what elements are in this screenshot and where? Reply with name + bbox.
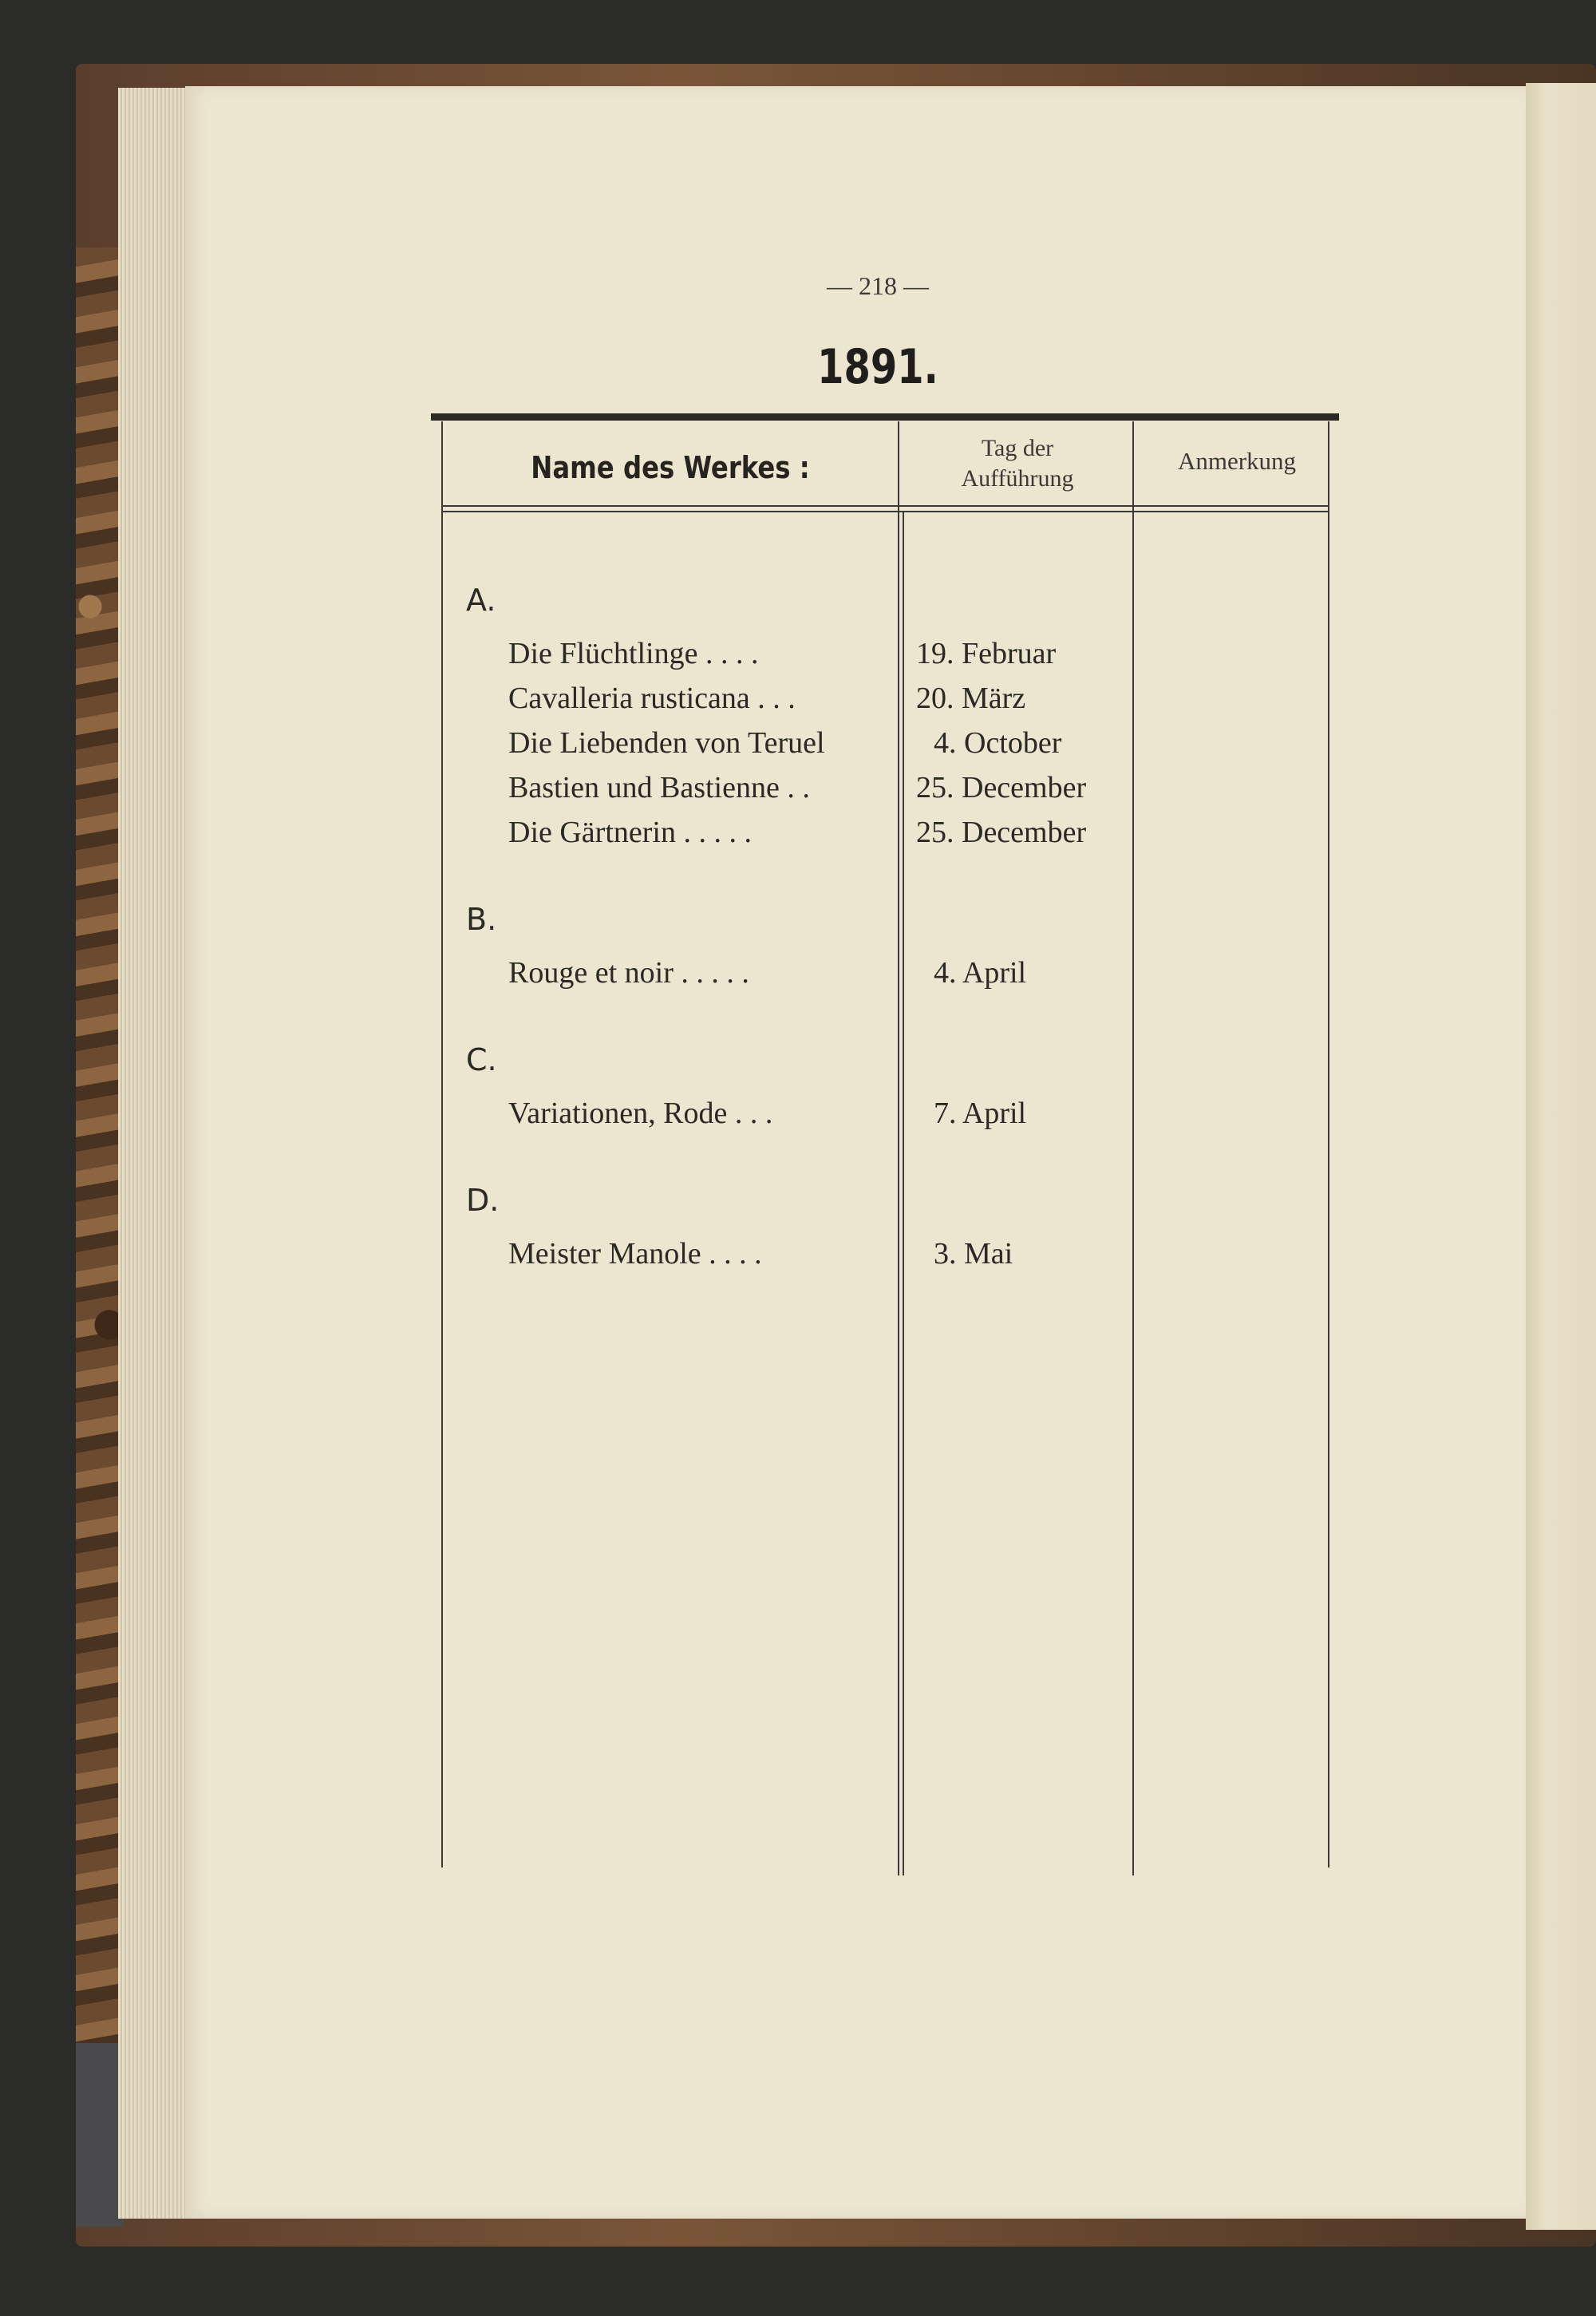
header-tag-der-auffuehrung <box>902 433 1133 494</box>
column-divider-name-date-double <box>903 511 904 1875</box>
header-tag-line1: Tag der <box>981 435 1054 461</box>
performance-date: 20. März <box>916 682 1026 715</box>
work-title: Die Liebenden von Teruel <box>508 726 825 760</box>
work-title: Bastien und Bastienne . . <box>508 771 810 804</box>
table-right-border <box>1328 421 1329 1867</box>
header-bottom-rule <box>441 505 1329 507</box>
work-title: Variationen, Rode . . . <box>508 1097 773 1130</box>
section-letter-a: A. <box>466 583 496 618</box>
performance-date: 7. April <box>934 1097 1027 1130</box>
header-tag-line2: Aufführung <box>961 465 1074 492</box>
header-anmerkung: Anmerkung <box>1177 447 1297 475</box>
performance-date: 4. October <box>934 726 1062 760</box>
section-letter-b: B. <box>466 902 497 937</box>
table-top-rule <box>431 413 1339 421</box>
work-title: Die Gärtnerin . . . . . <box>508 816 752 849</box>
book-page <box>185 86 1526 2219</box>
year-heading: 1891. <box>817 339 938 395</box>
header-name-des-werkes: Name des Werkes : <box>531 450 810 485</box>
work-title: Rouge et noir . . . . . <box>508 956 749 990</box>
performance-date: 25. December <box>916 771 1087 804</box>
header-bottom-rule-double <box>441 511 1329 512</box>
performance-date: 4. April <box>934 956 1027 990</box>
section-letter-c: C. <box>466 1042 497 1077</box>
performance-date: 19. Februar <box>916 637 1057 670</box>
column-divider-date-note <box>1132 421 1134 1875</box>
spine-cloth <box>76 2043 124 2227</box>
work-title: Meister Manole . . . . <box>508 1237 762 1271</box>
work-title: Die Flüchtlinge . . . . <box>508 637 759 670</box>
performance-date: 3. Mai <box>934 1237 1013 1271</box>
section-letter-d: D. <box>466 1183 500 1218</box>
next-page-edge <box>1526 83 1596 2230</box>
work-title: Cavalleria rusticana . . . <box>508 682 796 715</box>
performance-date: 25. December <box>916 816 1087 849</box>
table-left-border <box>441 421 443 1867</box>
column-divider-name-date <box>898 421 899 1875</box>
marbled-spine <box>76 247 124 2043</box>
page-number: — 218 — <box>827 271 929 300</box>
page-edges <box>118 88 192 2219</box>
